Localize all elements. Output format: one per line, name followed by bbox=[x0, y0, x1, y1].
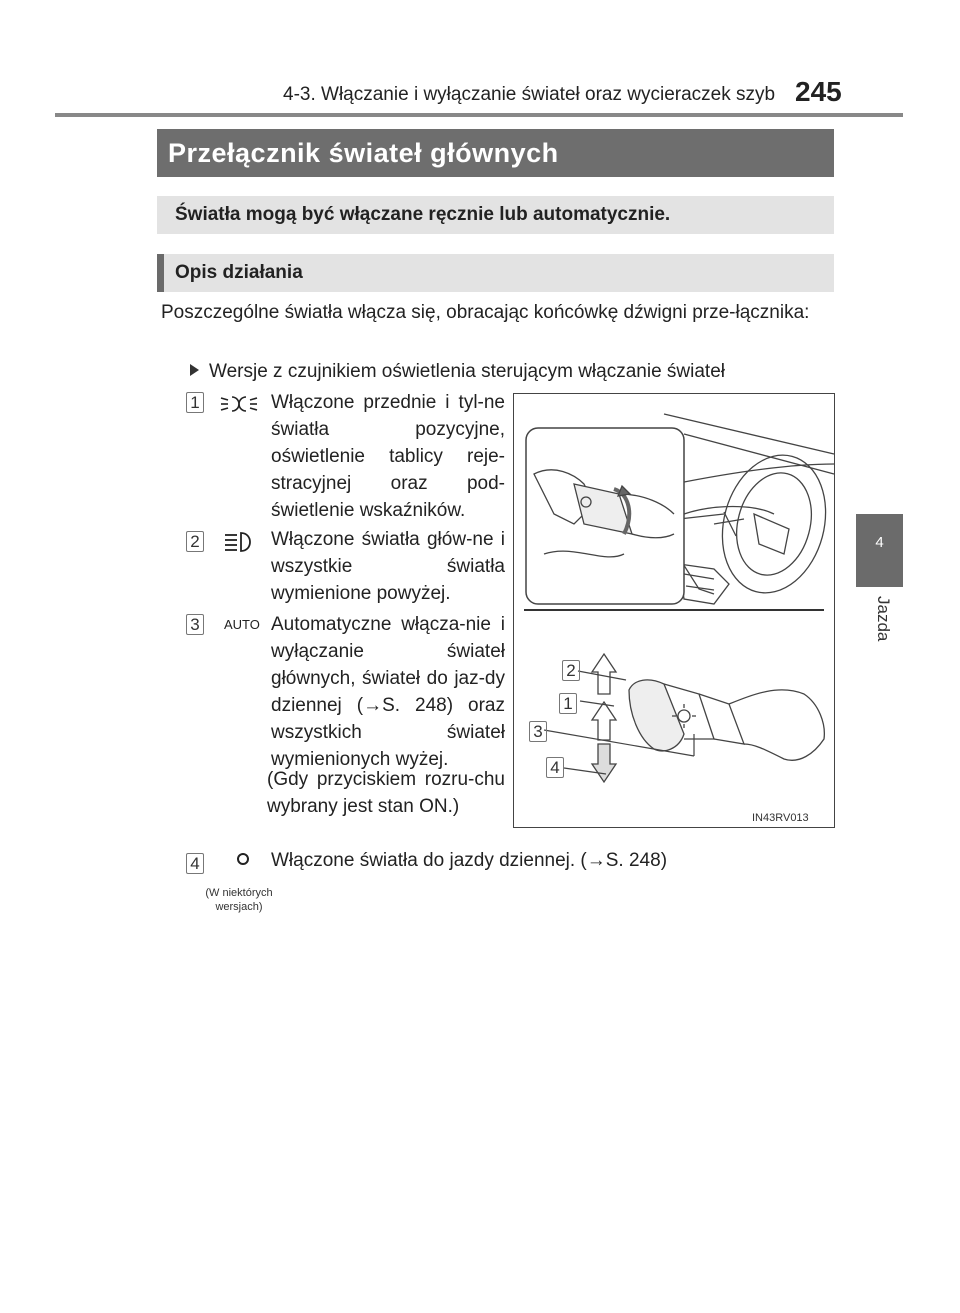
variant-heading bbox=[190, 357, 725, 386]
figure-callout: 3 bbox=[529, 721, 547, 742]
figure-callout: 2 bbox=[562, 660, 580, 681]
variant-heading-text: Wersje z czujnikiem oświetlenia sterującym włączanie świateł bbox=[209, 361, 725, 382]
running-header: 4-3. Włączanie i wyłączanie świateł oraz wycieraczek szyb bbox=[283, 84, 776, 105]
item-description: Włączone przednie i tyl-ne światła pozycyjne, oświetlenie tablicy reje-stracyjnej oraz pod-świetlenie wskaźników. bbox=[271, 392, 505, 521]
item-number: 4 bbox=[186, 853, 204, 874]
item-description: Włączone światła do jazdy dziennej. (→S. 248) bbox=[271, 850, 668, 871]
item-description: Automatyczne włącza-nie i wyłączanie świateł głównych, świateł do jaz-dy dziennej (→S. 248) oraz wszystkich świateł wymienionych wyżej. bbox=[271, 614, 505, 770]
headlight-switch-figure bbox=[513, 393, 835, 828]
item-description: Włączone światła głów-ne i wszystkie światła wymienione powyżej. bbox=[271, 529, 505, 604]
chapter-label bbox=[863, 596, 897, 650]
item-number: 3 bbox=[186, 614, 204, 635]
parking-lights-icon bbox=[219, 393, 259, 418]
figure-callout: 1 bbox=[559, 693, 577, 714]
chapter-tab: 4 bbox=[856, 514, 903, 587]
headlight-icon bbox=[219, 530, 259, 557]
section-title: Przełącznik świateł głównych bbox=[157, 129, 834, 177]
item-note: (Gdy przyciskiem rozru-chu wybrany jest stan ON.) bbox=[267, 769, 505, 817]
item-number: 1 bbox=[186, 392, 204, 413]
subsection-title: Opis działania bbox=[157, 254, 834, 292]
auto-icon: AUTO bbox=[224, 617, 260, 632]
figure-code: IN43RV013 bbox=[752, 812, 809, 824]
header-divider bbox=[55, 113, 903, 117]
chapter-label-text: Jazda bbox=[874, 596, 893, 642]
off-circle-icon bbox=[235, 851, 251, 870]
intro-paragraph: Poszczególne światła włącza się, obracając końcówkę dźwigni prze-łącznika: bbox=[161, 302, 810, 323]
section-intro: Światła mogą być włączane ręcznie lub automatycznie. bbox=[157, 196, 834, 234]
triangle-bullet-icon bbox=[190, 364, 199, 376]
item-icon-note: (W niektórych wersjach) bbox=[205, 887, 273, 913]
figure-callout: 4 bbox=[546, 757, 564, 778]
page-number: 245 bbox=[795, 76, 842, 107]
item-number: 2 bbox=[186, 531, 204, 552]
